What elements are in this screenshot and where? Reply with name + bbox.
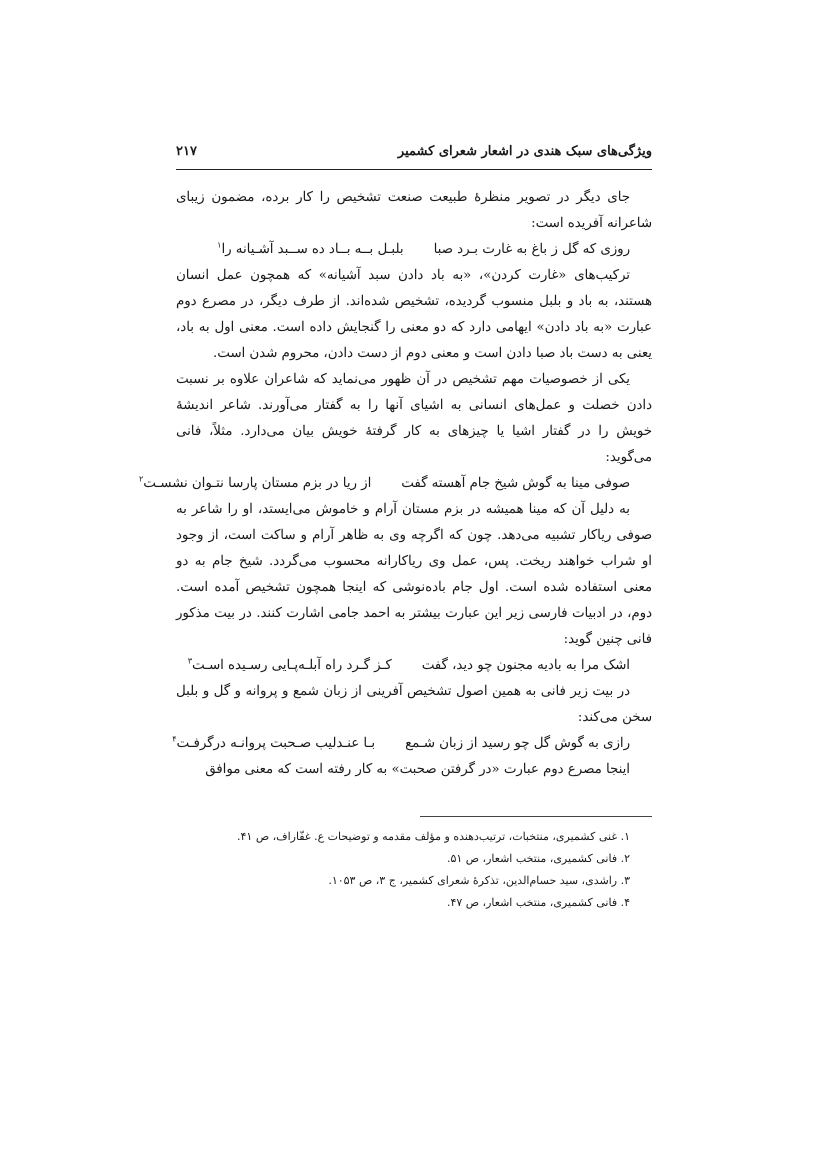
verse-hemistich: روزی که گل ز باغ به غارت بـرد صبا: [433, 242, 630, 257]
footnote: ۴. فانی کشمیری، منتخب اشعار، ص ۴۷.: [446, 896, 630, 909]
paragraph: به دلیل آن که مینا همیشه در بزم مستان آرام و خاموش می‌ایستد، او را شاعر به صوفی ریاکار تشبیه می‌دهد. چون که اگرچه وی به ظاهر آرام و ساکت است، از وجود او شراب خواهند ریخت. پس، عمل وی ریاکارانه محسوب می‌گردد. شیخ جام به دو معنی استفاده شده است. اول جام باده‌نوشی که اینجا همچون تشخیص آمده است. دوم، در ادبیات فارسی زیر این عبارت بیشتر به احمد جامی اشارت کنند. در بیت مذکور فانی چنین گوید:: [176, 502, 652, 647]
verse-hemistich: اشک مرا به بادیه مجنون چو دید، گفت: [421, 658, 630, 673]
footnote-rule: [420, 816, 652, 817]
footnote-marker: ۳: [187, 656, 192, 666]
paragraph: جای دیگر در تصویر منظرهٔ طبیعت صنعت تشخیص را کار برده، مضمون زیبای شاعرانه آفریده است:: [176, 190, 652, 231]
verse-hemistich: رازی به گوش گل چو رسید از زبان شـمع: [405, 736, 630, 751]
footnote-marker: ۲: [139, 474, 144, 484]
verse-hemistich: بـا عنـدلیب صـحبت پروانـه درگرفـت$^۴$: [172, 734, 376, 751]
page-number: ۲۱۷: [176, 144, 197, 159]
paragraph: اینجا مصرع دوم عبارت «در گرفتن صحبت» به کار رفته است که معنی موافق: [205, 762, 630, 777]
footnote: ۱. غنی کشمیری، منتخبات، ترتیب‌دهنده و مؤلف مقدمه و توضیحات ع. غفّاراف، ص ۴۱.: [237, 830, 630, 843]
footnotes: [176, 826, 652, 914]
running-title: ویژگی‌های سبک هندی در اشعار شعرای کشمیر: [397, 144, 652, 159]
page-header: [176, 144, 652, 166]
footnote-marker: ۴: [172, 734, 177, 744]
paragraph: در بیت زیر فانی به همین اصول تشخیص آفرینی از زبان شمع و پروانه و گل و بلبل سخن می‌کند:: [176, 684, 652, 725]
body-text: [139, 185, 652, 783]
verse-line: [172, 731, 652, 757]
verse-hemistich: کـز گـرد راه آبلـه‌پـایی رسـیده اسـت$^۳$: [187, 656, 392, 673]
paragraph: ترکیب‌های «غارت کردن»، «به باد دادن سبد آشیانه» که همچون عمل انسان هستند، به باد و بلبل منسوب گردیده، تشخیص شده‌اند. از طرف دیگر، در مصرع دوم عبارت «به باد دادن» ایهامی دارد که دو معنی را گنجایش داده است. معنی اول به باد، یعنی به دست باد صبا دادن است و معنی دوم از دست دادن، محروم شدن است.: [176, 268, 652, 361]
verse-line: [176, 237, 652, 263]
verse-line: [176, 653, 652, 679]
verse-hemistich: صوفی مینا به گوش شیخ جام آهسته گفت: [401, 476, 630, 491]
verse-hemistich: بلبـل بــه بــاد ده ســبد آشـیانه را$^۱$: [217, 240, 404, 257]
verse-hemistich: از ریا در بزم مستان پارسا نتـوان نشسـت$^۲$: [139, 474, 372, 491]
verse-line: [139, 471, 652, 497]
paragraph: یکی از خصوصیات مهم تشخیص در آن ظهور می‌نماید که شاعران علاوه بر نسبت دادن خصلت و عمل‌های انسانی به اشیای آنها را به گفتار می‌آورند. شاعر اندیشهٔ خویش را در گفتار اشیا یا چیزهای به کار گرفتهٔ خویش بیان می‌دارد. مثلاً، فانی می‌گوید:: [176, 372, 652, 465]
footnote: ۲. فانی کشمیری، منتخب اشعار، ص ۵۱.: [446, 852, 630, 865]
header-rule: [176, 169, 652, 170]
footnote: ۳. راشدی، سید حسام‌الدین، تذکرهٔ شعرای کشمیر، ج ۳، ص ۱۰۵۳.: [328, 874, 630, 887]
footnote-marker: ۱: [217, 240, 222, 250]
